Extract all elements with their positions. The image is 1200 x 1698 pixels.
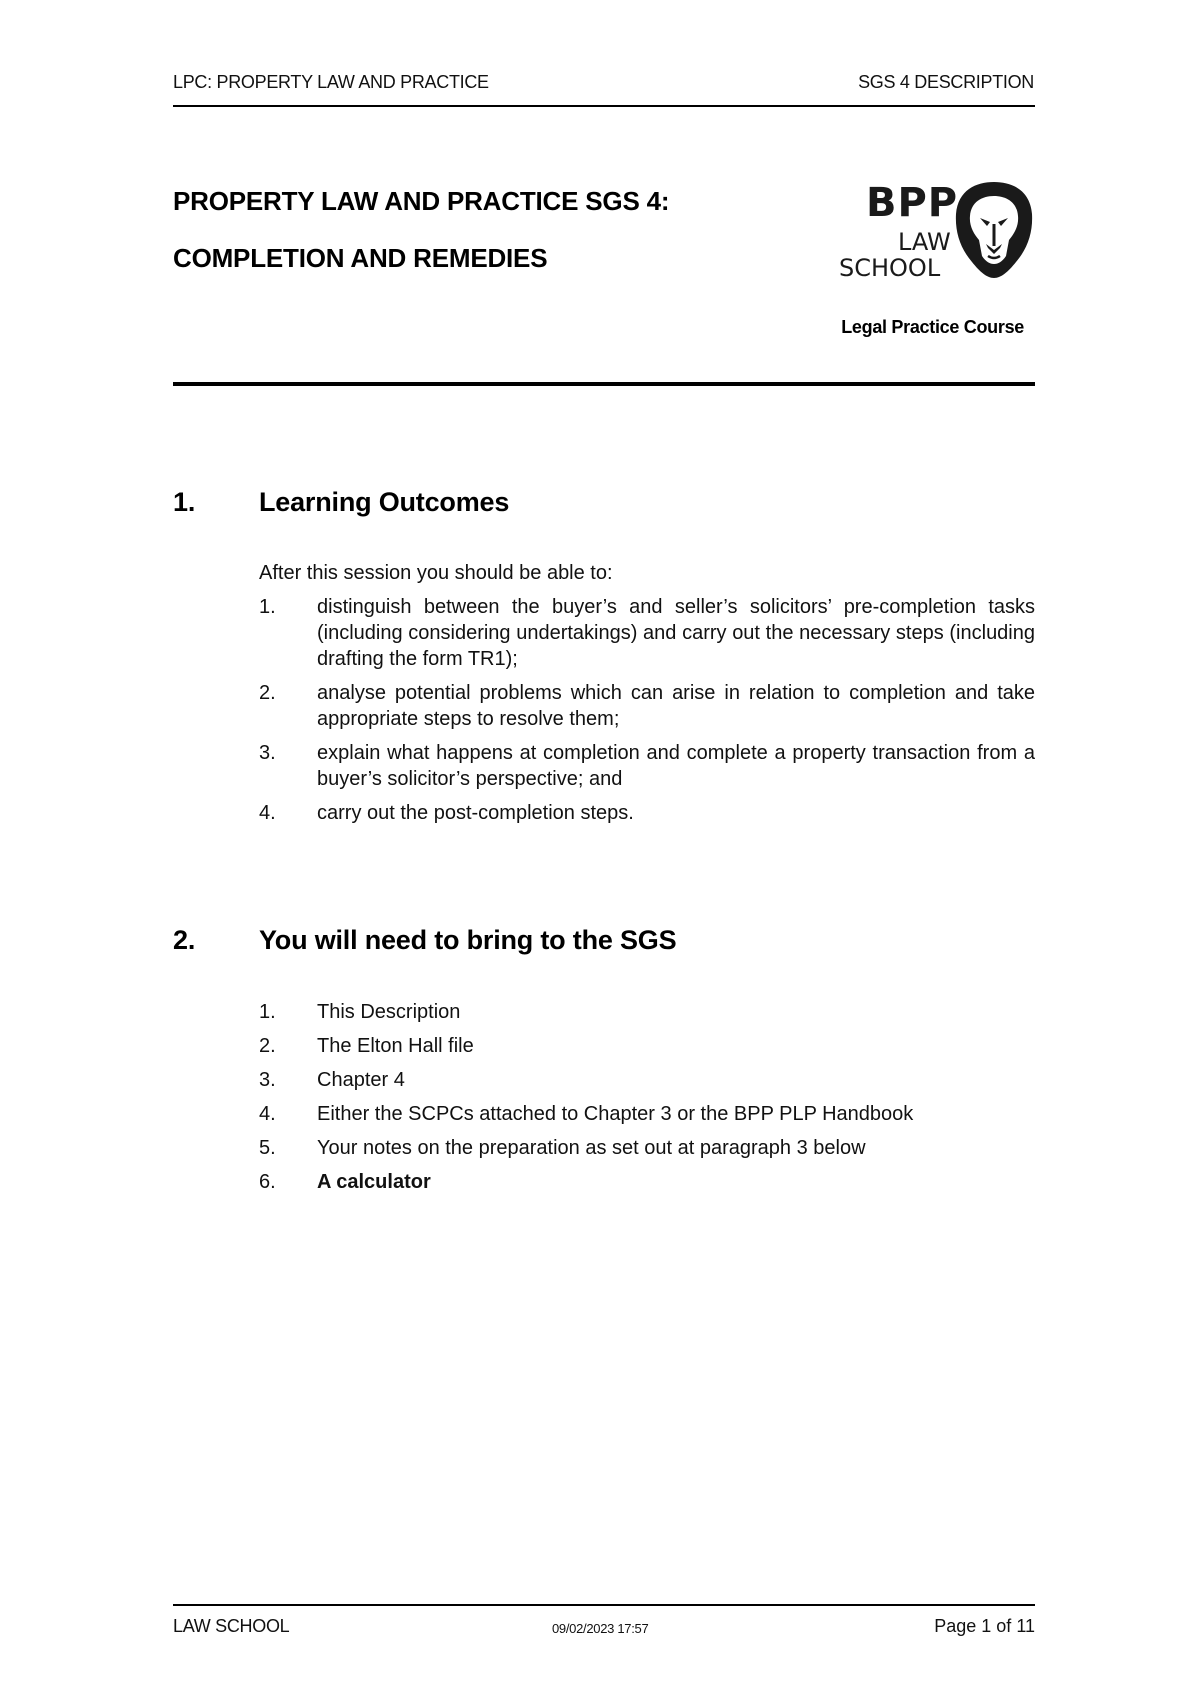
list-item-number: 2.	[259, 1035, 276, 1057]
list-item-text: analyse potential problems which can arise in relation to completion and take appropriate steps to resolve them;	[317, 682, 1035, 730]
section-number: 2.	[173, 925, 196, 955]
list-item-number: 1.	[259, 596, 276, 618]
section-heading-bring-to-sgs	[173, 925, 676, 956]
list-item	[259, 1033, 1035, 1059]
list-item-text: Your notes on the preparation as set out at paragraph 3 below	[317, 1137, 866, 1159]
logo-law-text: LAW	[898, 228, 951, 256]
list-item-text: Either the SCPCs attached to Chapter 3 or the BPP PLP Handbook	[317, 1103, 914, 1125]
list-item	[259, 740, 1035, 792]
list-item-text: carry out the post-completion steps.	[317, 802, 634, 824]
logo-school-text: SCHOOL	[839, 254, 941, 282]
footer-timestamp: 09/02/2023 17:57	[552, 1621, 649, 1636]
footer-page-number: Page 1 of 11	[934, 1616, 1035, 1636]
list-item-number: 5.	[259, 1137, 276, 1159]
list-item-text: This Description	[317, 1001, 461, 1023]
title-divider	[173, 382, 1035, 386]
section-intro: After this session you should be able to:	[259, 562, 613, 584]
section-heading-learning-outcomes	[173, 487, 509, 518]
items-to-bring-list	[259, 999, 1035, 1203]
list-item	[259, 1135, 1035, 1161]
running-header-right: SGS 4 DESCRIPTION	[858, 72, 1034, 92]
list-item-number: 4.	[259, 802, 276, 824]
list-item-text: explain what happens at completion and complete a property transaction from a buyer’s solicitor’s perspective; and	[317, 742, 1035, 790]
footer-divider	[173, 1604, 1035, 1606]
list-item-number: 1.	[259, 1001, 276, 1023]
list-item-number: 4.	[259, 1103, 276, 1125]
list-item-text: The Elton Hall file	[317, 1035, 474, 1057]
footer-left: LAW SCHOOL	[173, 1616, 290, 1636]
list-item	[259, 1101, 1035, 1127]
list-item-text: A calculator	[317, 1171, 431, 1193]
lion-head-icon	[954, 180, 1034, 280]
list-item-number: 3.	[259, 742, 276, 764]
header-divider	[173, 105, 1035, 107]
logo-brand-text: BPP	[866, 180, 959, 226]
document-title-line-1: PROPERTY LAW AND PRACTICE SGS 4:	[173, 186, 670, 216]
list-item-number: 6.	[259, 1171, 276, 1193]
list-item	[259, 680, 1035, 732]
list-item	[259, 999, 1035, 1025]
list-item	[259, 594, 1035, 672]
course-label: Legal Practice Course	[841, 317, 1024, 337]
section-title: You will need to bring to the SGS	[259, 925, 677, 955]
list-item	[259, 1169, 1035, 1195]
running-header-left: LPC: PROPERTY LAW AND PRACTICE	[173, 72, 489, 92]
list-item-text: distinguish between the buyer’s and seller’s solicitors’ pre-completion tasks (including considering undertakings) and carry out the necessary steps (including drafting the form TR1);	[317, 596, 1035, 670]
list-item-text: Chapter 4	[317, 1069, 405, 1091]
bpp-law-school-logo	[834, 180, 1034, 290]
learning-outcomes-list	[259, 594, 1035, 834]
list-item-number: 3.	[259, 1069, 276, 1091]
section-title: Learning Outcomes	[259, 487, 510, 517]
list-item	[259, 1067, 1035, 1093]
document-title-line-2: COMPLETION AND REMEDIES	[173, 243, 548, 273]
list-item-number: 2.	[259, 682, 276, 704]
list-item	[259, 800, 1035, 826]
section-number: 1.	[173, 487, 196, 517]
